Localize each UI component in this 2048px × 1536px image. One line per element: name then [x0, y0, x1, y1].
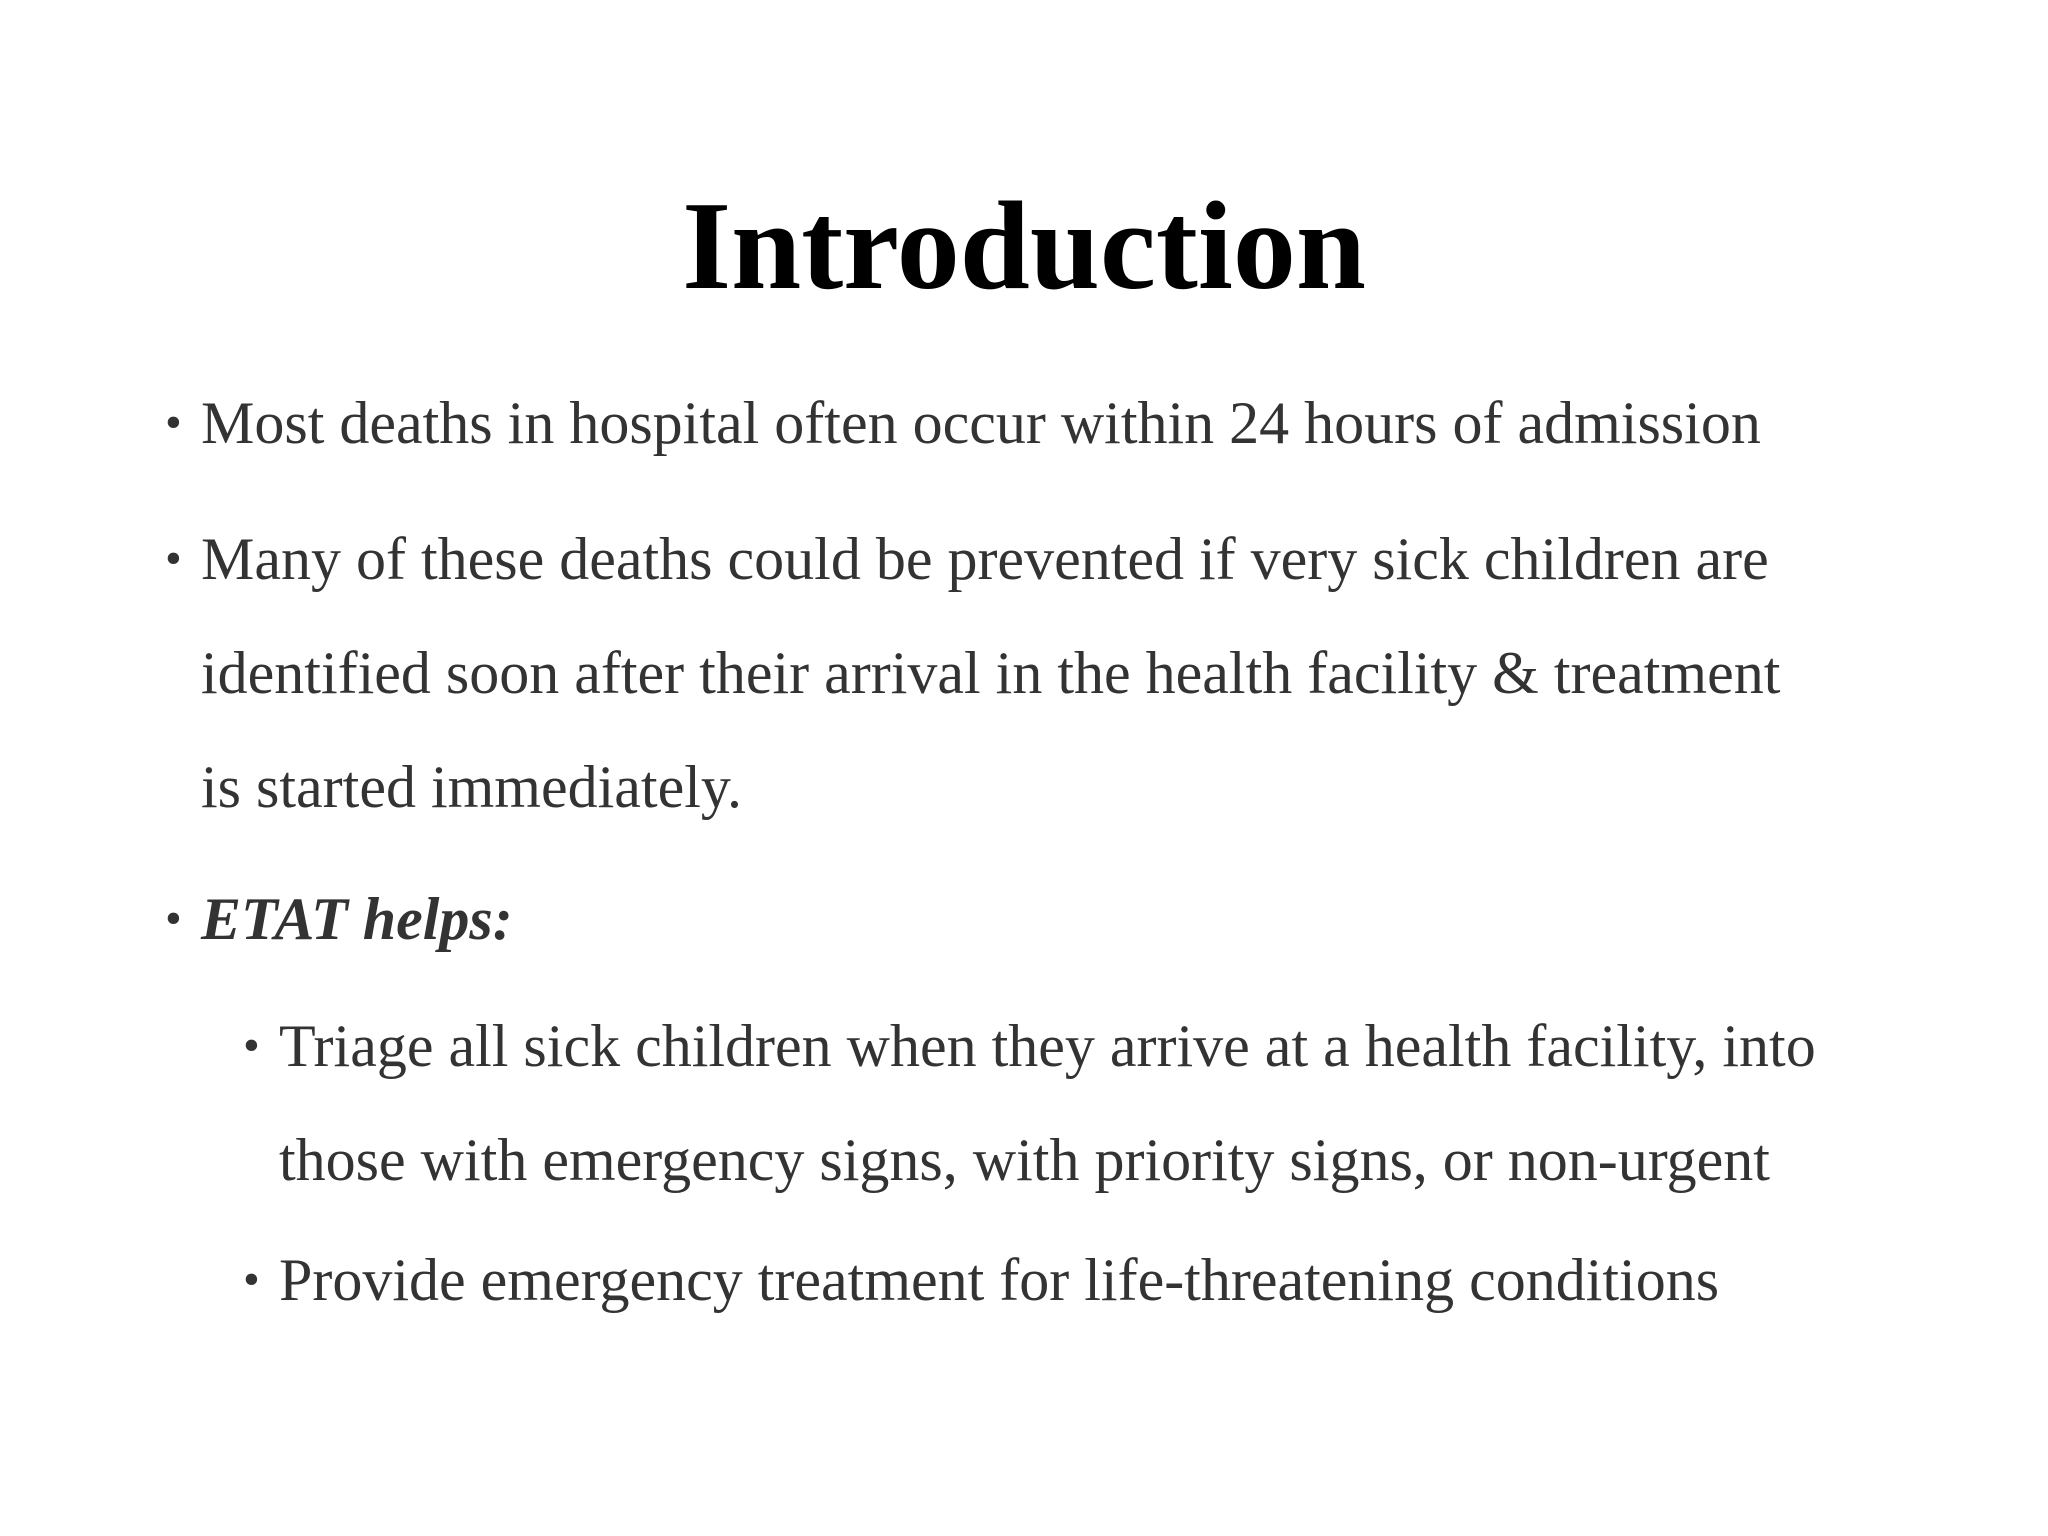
sub-bullet-item — [243, 1223, 1979, 1337]
bullet-item — [165, 862, 1901, 976]
bullet-heading-text: ETAT helps: — [201, 886, 513, 952]
bullet-marker: • — [165, 532, 182, 585]
bullet-text-line: is started immediately. — [201, 754, 742, 820]
bullet-text: Most deaths in hospital often occur within 24 hours of admission — [201, 390, 1761, 456]
sub-bullet-marker: • — [243, 1253, 260, 1306]
sub-bullet-marker: • — [243, 1019, 260, 1072]
slide-title: Introduction — [682, 177, 1366, 316]
bullet-item — [165, 502, 1901, 844]
bullet-text-line: identified soon after their arrival in the health facility & treatment — [201, 640, 1781, 706]
bullet-item — [165, 366, 2001, 480]
sub-bullet-text-line: Triage all sick children when they arrive at a health facility, into — [279, 1013, 1816, 1079]
bullet-marker: • — [165, 396, 182, 449]
sub-bullet-text: Provide emergency treatment for life-threatening conditions — [279, 1247, 1720, 1313]
bullet-marker: • — [165, 892, 182, 945]
bullet-text-line: Many of these deaths could be prevented if very sick children are — [201, 526, 1769, 592]
sub-bullet-text-line: those with emergency signs, with priority signs, or non-urgent — [279, 1127, 1770, 1193]
sub-bullet-item — [243, 989, 1979, 1217]
